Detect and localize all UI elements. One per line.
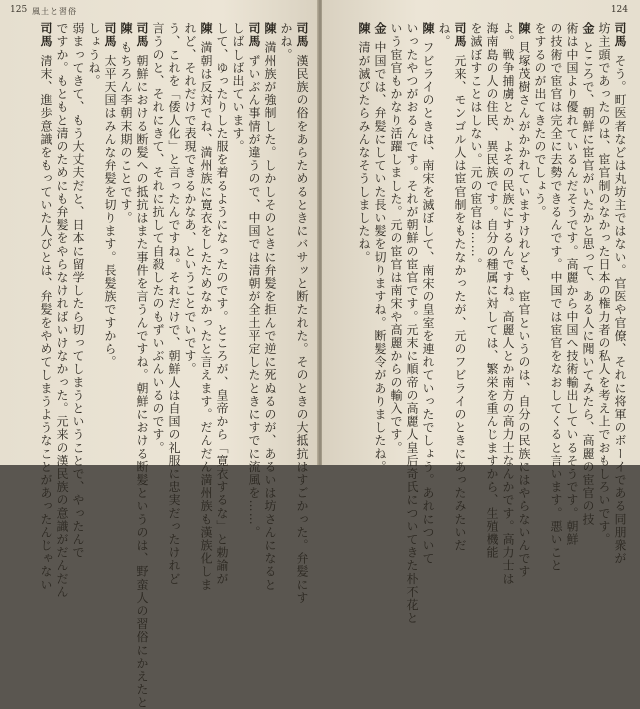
left-page-number: 125 (10, 5, 28, 15)
running-header: 風土と習俗 (32, 7, 77, 16)
text-column (295, 22, 309, 605)
column-text: ですか。もともと清のためにも弁髪をやらなければいけなかった。元来の漢民族の意識がだんだん (55, 22, 69, 599)
text-column (280, 22, 292, 452)
text-column (421, 22, 435, 566)
column-text: 坊主頭であったのは、宦官制のなかった日本の権力者の私人を考え上でおもしろいです。 (597, 22, 611, 546)
right-page (322, 0, 640, 625)
text-column (613, 22, 627, 566)
text-column (263, 22, 277, 592)
column-text: 太平天国はみんな弁髪を切ります。長髪族ですから。 (103, 54, 117, 369)
column-text: 弱まってきて、もう大丈夫だと、日本に留学したら切ってしまうということで、やったんで (71, 22, 85, 560)
speaker-label: 司馬 (135, 22, 149, 49)
text-column (581, 22, 595, 526)
speaker-label: 司馬 (453, 22, 467, 49)
text-column (215, 22, 229, 586)
column-text: しばしば出ています。 (231, 22, 245, 153)
text-column (39, 22, 53, 592)
column-text: しょうね。 (87, 22, 101, 88)
speaker-label: 金 (581, 22, 595, 36)
column-text: 海南島の人の住民、異民族です。自分の種属に対しては、繁栄を重んじますから、生殖機能 (485, 22, 499, 560)
text-column (135, 22, 149, 709)
text-column (120, 22, 132, 452)
text-column (71, 22, 85, 560)
text-column (55, 22, 69, 599)
text-column (247, 22, 261, 539)
speaker-label: 陳 (119, 22, 133, 36)
left-text-columns (39, 22, 309, 709)
column-text: いう宦官もかなり活躍しました。元の宦官は南宋や高麗からの輸入です。 (389, 22, 403, 455)
column-text: 満州族が強制した。しかしそのときに弁髪を拒んで逆に死ぬるのが、あるいは坊さんになると (263, 41, 277, 592)
text-column (453, 22, 467, 553)
column-text: ところで、朝鮮に宦官がいたかと思って、ある人に聞いてみたら、高麗の宦官の技 (581, 41, 595, 526)
speaker-label: 司馬 (247, 22, 261, 49)
text-column (501, 22, 515, 586)
text-column (565, 22, 579, 546)
column-text: 清末、進歩意識をもっていた人びとは、弁髪をやめてしまうようなことがあったんじゃない (39, 54, 53, 592)
text-column (405, 22, 419, 625)
column-text: ね。 (437, 22, 451, 49)
column-text: の技術で宦官は完全に去勢できるんです。中国では宦官をなおしてくると言います。悪いこと (549, 22, 563, 573)
column-text: 術は中国より優れているんだそうです。高麗から中国へ技術輸出しているそうです。朝鮮 (565, 22, 579, 546)
column-text: 貝塚茂樹さんがかかれていますけれども、宦官というのは、自分の民族にはやらないんです (517, 41, 531, 579)
right-text-columns (357, 22, 627, 625)
column-text: 元来、モンゴル人は宦官制をもたなかったが、元のフビライのときにあったみたいだ (453, 54, 467, 553)
text-column (534, 22, 546, 452)
column-text: いったやつがおるんです。それが朝鮮の宦官です。元末に順帝の高麗人皇后奇氏についてきた朴不花と (405, 22, 419, 625)
text-column (151, 22, 165, 455)
column-text: ずいぶん事情が違うので、中国では清朝が全土平定したときにすでに流風を……。 (247, 54, 261, 539)
text-column (373, 22, 387, 474)
column-text: かね。 (279, 22, 293, 62)
text-column (104, 22, 116, 452)
speaker-label: 陳 (199, 22, 213, 36)
speaker-label: 陳 (357, 22, 371, 36)
column-text: を滅ぼすことはしない。元の宦官は……。 (469, 22, 483, 271)
text-column (232, 22, 244, 452)
column-text: う、これを「倭人化」と言ったんですね。それだけで、朝鮮人は自国の礼服に忠実だったけれど (167, 22, 181, 586)
column-text: をするのが出てきたのでしょう。 (533, 22, 547, 219)
text-column (88, 22, 100, 452)
column-text: 朝鮮における断髪への抵抗はまた事件を言うんですね。朝鮮における断髪というのは、野蛮人の習俗にかえたと (135, 54, 149, 709)
column-text: そう。町医者などは丸坊主ではない。官医や官僚、それに将軍のボーイである同朋衆が (613, 54, 627, 566)
column-text: して、ゆったりした服を着るようになったのです。ところが、皇帝から「寛衣するな」と勅諭が (215, 22, 229, 586)
text-column (470, 22, 482, 452)
text-column (549, 22, 563, 573)
column-text: 中国では、弁髪にしていた長い髪を切りますね。断髪令がありましたね。 (373, 41, 387, 474)
right-page-number: 124 (610, 5, 628, 15)
speaker-label: 陳 (517, 22, 531, 36)
text-column (389, 22, 403, 455)
column-text: 清が滅びたらみんなそうしましたね。 (357, 41, 371, 264)
column-text: れど、それだけで表現できるかなあ、ということでいです。 (183, 22, 197, 376)
speaker-label: 司馬 (295, 22, 309, 49)
speaker-label: 金 (373, 22, 387, 36)
column-text: 漢民族の俗をあらためるときにバサッと断たれた。そのときの大抵抗はすごかった。弁髪にす (295, 54, 309, 605)
speaker-label: 司馬 (103, 22, 117, 49)
text-column (358, 22, 370, 452)
column-text: 言うのと、それにきて、それに抗して自殺したのもずいぶんいるのです。 (151, 22, 165, 455)
speaker-label: 司馬 (39, 22, 53, 49)
speaker-label: 司馬 (613, 22, 627, 49)
text-column (199, 22, 213, 592)
text-column (597, 22, 611, 546)
text-column (485, 22, 499, 560)
column-text: もちろん李朝末期のことです。 (119, 41, 133, 225)
speaker-label: 陳 (421, 22, 435, 36)
left-page (0, 0, 318, 709)
text-column (184, 22, 196, 452)
column-text: フビライのときは、南宋を滅ぼして、南宋の皇室を連れていったでしょう。あれについて (421, 41, 435, 566)
column-text: 満朝は反対でね、満州族に寛衣をしたためなかったと言えます。だんだん満州族も漢族化しま (199, 41, 213, 592)
text-column (167, 22, 181, 586)
text-column (517, 22, 531, 579)
column-text: よ。戦争捕虜とか、よその民族にするんですね。高麗人とか南方の高力士なんかです。高力士は (501, 22, 515, 586)
text-column (438, 22, 450, 452)
speaker-label: 陳 (263, 22, 277, 36)
